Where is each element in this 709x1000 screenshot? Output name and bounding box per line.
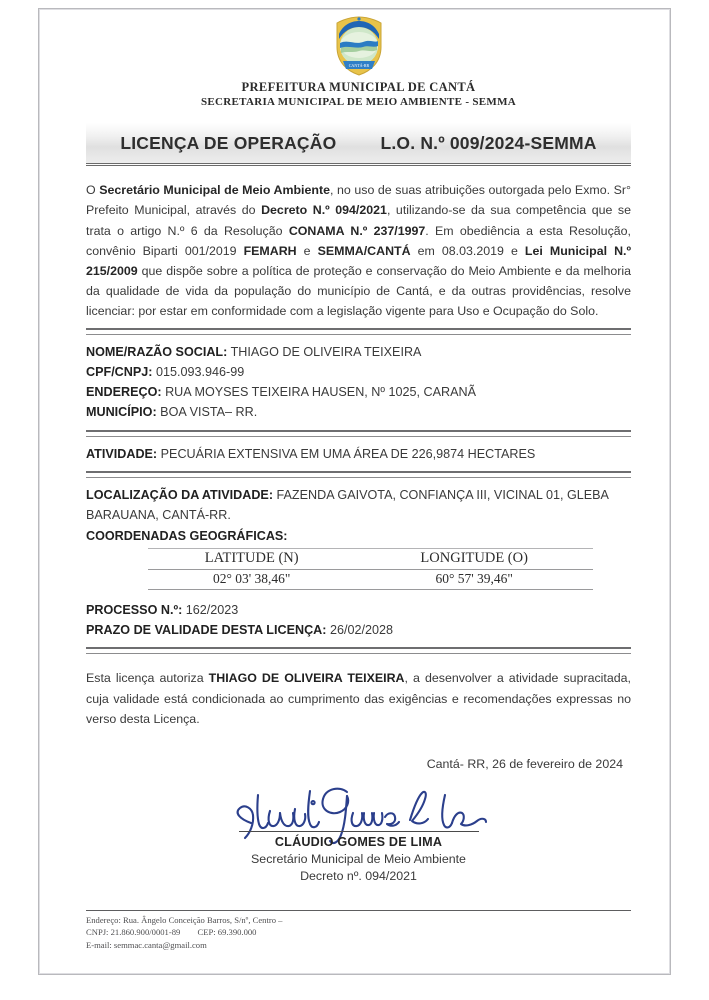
preamble-bold-conama: CONAMA N.º 237/1997: [288, 223, 426, 238]
preamble-seg-1: O: [86, 183, 100, 198]
label-endereco: ENDEREÇO:: [86, 385, 162, 400]
table-header-row: [148, 549, 593, 570]
value-localizacao: FAZENDA GAIVOTA, CONFIANÇA III, VICINAL 01, GLEBA BARAUANA, CANTÁ-RR.: [86, 487, 609, 523]
document-header: [86, 10, 631, 109]
column-header-latitude: LATITUDE (N): [148, 549, 355, 570]
signature-date-place: Cantá- RR, 26 de fevereiro de 2024: [426, 756, 623, 771]
footer-divider: [86, 910, 631, 911]
preamble-bold-decreto: Decreto N.º 094/2021: [261, 203, 387, 218]
signature-line: [239, 831, 479, 832]
signatory-decree: Decreto nº. 094/2021: [300, 868, 417, 883]
license-title-band: [86, 123, 631, 166]
preamble-seg-6: em 08.03.2019 e: [410, 243, 525, 258]
signatory-role: Secretário Municipal de Meio Ambiente: [251, 851, 466, 866]
value-municipio: BOA VISTA– RR.: [160, 405, 258, 420]
value-atividade: PECUÁRIA EXTENSIVA EM UMA ÁREA DE 226,9874 HECTARES: [160, 446, 536, 461]
document-footer: [86, 910, 631, 951]
process-fields: [86, 600, 631, 640]
preamble-bold-semma-canta: SEMMA/CANTÁ: [317, 243, 411, 258]
document-content: [86, 10, 631, 885]
signatory-name: CLÁUDIO GOMES DE LIMA: [274, 834, 443, 849]
preamble-seg-7: que dispõe sobre a política de proteção e conservação do Meio Ambiente e da melhoria da qualidade de vida da população do município de Cantá, e da outras providências, resolve licenciar: por estar em conformidade com a legislação vigente para Uso e Ocupação do Solo.: [86, 263, 631, 318]
label-municipio: MUNICÍPIO:: [86, 405, 157, 420]
divider-after-preamble: [86, 328, 631, 335]
field-endereco: [86, 382, 631, 402]
footer-email: E-mail: semmac.canta@gmail.com: [86, 939, 207, 950]
preamble-seg-2: , no uso de suas atribuições outorgada pelo Exmo. Sr° Prefeito Municipal, através do: [86, 183, 631, 218]
preamble-bold-femarh: FEMARH: [243, 243, 297, 258]
label-atividade: ATIVIDADE:: [86, 446, 158, 461]
field-atividade: [86, 444, 631, 464]
field-processo: [86, 600, 631, 620]
closing-seg-2: , a desenvolver a atividade supracitada, cuja validade está condicionada ao cumprimento das exigências e recomendações expressas no verso desta Licença.: [86, 671, 631, 726]
value-nome-razao-social: THIAGO DE OLIVEIRA TEIXEIRA: [230, 345, 422, 360]
divider-after-atividade: [86, 471, 631, 478]
coordinates-table: [148, 548, 593, 590]
label-cpf-cnpj: CPF/CNPJ:: [86, 365, 153, 380]
value-endereco: RUA MOYSES TEIXEIRA HAUSEN, Nº 1025, CARANÃ: [165, 385, 476, 400]
footer-cnpj-cep: CNPJ: 21.860.900/0001-89 CEP: 69.390.000: [86, 927, 257, 938]
preamble-bold-lei-municipal: Lei Municipal N.º 215/2009: [86, 243, 632, 278]
field-nome-razao-social: [86, 342, 631, 362]
label-prazo-validade: PRAZO DE VALIDADE DESTA LICENÇA:: [86, 623, 327, 638]
coat-of-arms-icon: [327, 14, 391, 78]
preamble-seg-5: e: [296, 243, 318, 258]
signature-area: [86, 773, 631, 885]
org-name-prefeitura: PREFEITURA MUNICIPAL DE CANTÁ: [241, 80, 476, 94]
field-localizacao: [86, 485, 631, 526]
field-cpf-cnpj: [86, 362, 631, 382]
column-header-longitude: LONGITUDE (O): [355, 549, 593, 570]
footer-address: Endereço: Rua. Ângelo Conceição Barros, S/nº, Centro –: [86, 915, 283, 925]
license-number: L.O. N.º 009/2024-SEMMA: [380, 132, 597, 153]
preamble-paragraph: [86, 180, 631, 321]
cell-longitude: 60° 57' 39,46": [355, 570, 593, 590]
license-title: LICENÇA DE OPERAÇÃO: [120, 132, 337, 153]
label-coordenadas-text: COORDENADAS GEOGRÁFICAS:: [86, 528, 288, 543]
value-processo: 162/2023: [185, 603, 239, 618]
closing-bold-holder-name: THIAGO DE OLIVEIRA TEIXEIRA: [208, 671, 405, 686]
label-processo: PROCESSO N.º:: [86, 603, 183, 618]
table-row: [148, 570, 593, 590]
preamble-bold-secretario: Secretário Municipal de Meio Ambiente: [99, 183, 330, 198]
svg-text:CANTÁ-RR: CANTÁ-RR: [348, 63, 369, 68]
value-prazo-validade: 26/02/2028: [329, 623, 393, 638]
divider-after-processo: [86, 647, 631, 654]
org-name-secretaria: SECRETARIA MUNICIPAL DE MEIO AMBIENTE - SEMMA: [200, 95, 516, 108]
closing-paragraph: [86, 668, 631, 728]
holder-fields: [86, 342, 631, 423]
field-prazo-validade: [86, 620, 631, 640]
label-localizacao: LOCALIZAÇÃO DA ATIVIDADE:: [86, 487, 274, 502]
divider-before-atividade: [86, 430, 631, 437]
label-nome-razao-social: NOME/RAZÃO SOCIAL:: [86, 345, 228, 360]
label-coordenadas-geograficas: [86, 526, 631, 546]
cell-latitude: 02° 03' 38,46": [148, 570, 355, 590]
field-municipio: [86, 402, 631, 422]
value-cpf-cnpj: 015.093.946-99: [155, 365, 245, 380]
preamble-seg-3: , utilizando-se da sua competência que se trata o artigo N.º 6 da Resolução: [86, 203, 632, 238]
closing-seg-1: Esta licença autoriza: [86, 671, 209, 686]
preamble-seg-4: . Em obediência a esta Resolução, convênio Biparti 001/2019: [86, 223, 631, 258]
